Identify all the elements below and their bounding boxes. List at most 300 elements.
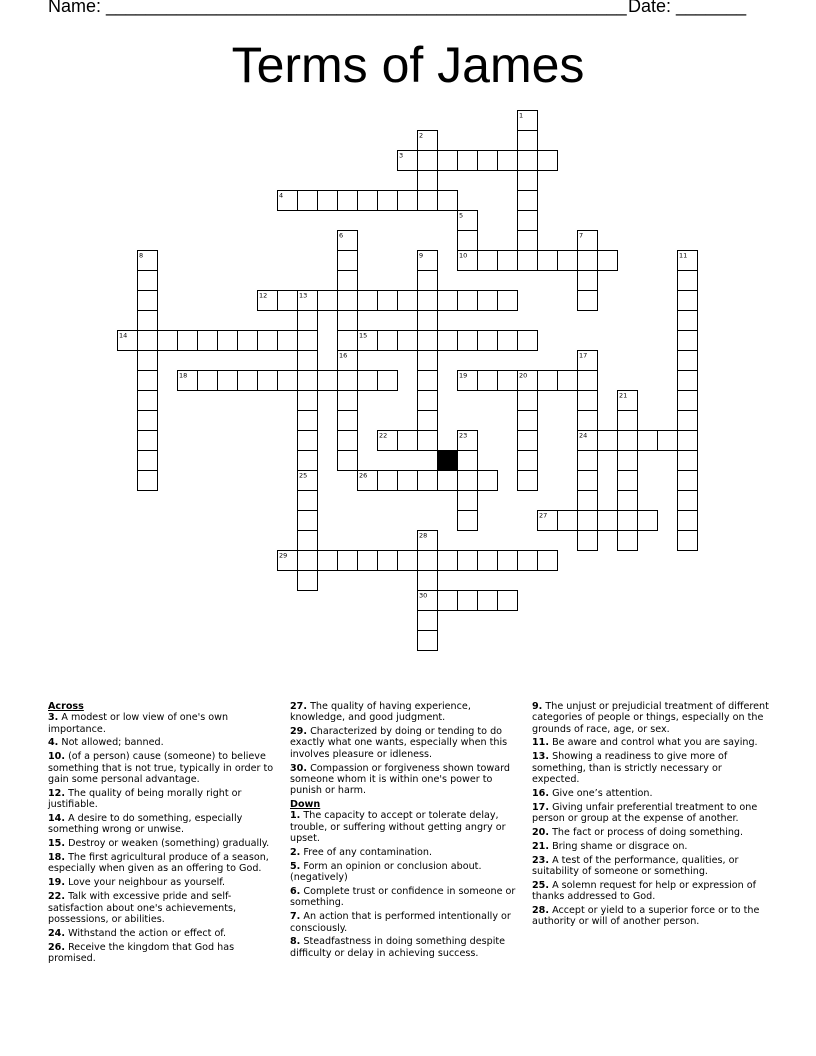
grid-cell[interactable]: [338, 551, 358, 571]
grid-cell[interactable]: [578, 411, 598, 431]
down-clue: [532, 827, 772, 838]
grid-cell[interactable]: [398, 191, 418, 211]
across-clue: [48, 813, 280, 836]
clue-number: 7.: [290, 911, 301, 923]
down-clue: [532, 701, 772, 735]
grid-cell[interactable]: [578, 271, 598, 291]
grid-cell[interactable]: [678, 511, 698, 531]
grid-cell[interactable]: [198, 331, 218, 351]
grid-cell[interactable]: [678, 411, 698, 431]
grid-cell[interactable]: [298, 431, 318, 451]
clue-text: The quality of being morally right or justifiable.: [48, 787, 242, 811]
grid-cell[interactable]: [438, 591, 458, 611]
clue-number: 2.: [290, 846, 301, 858]
grid-cell[interactable]: [298, 311, 318, 331]
grid-cell[interactable]: [578, 471, 598, 491]
clue-number: 26.: [48, 941, 65, 953]
grid-cell[interactable]: [278, 291, 298, 311]
clue-text: The fact or process of doing something.: [552, 826, 744, 838]
cell-number: 26: [359, 471, 368, 480]
cell-number: 3: [399, 151, 404, 160]
grid-cell[interactable]: [178, 331, 198, 351]
grid-cell[interactable]: [618, 411, 638, 431]
down-clue: [532, 855, 772, 878]
grid-cell[interactable]: [538, 371, 558, 391]
grid-cell[interactable]: [458, 551, 478, 571]
grid-cell[interactable]: [578, 391, 598, 411]
grid-cell[interactable]: [338, 391, 358, 411]
grid-cell[interactable]: [298, 411, 318, 431]
across-clue: [48, 852, 280, 875]
grid-cell[interactable]: [518, 231, 538, 251]
grid-cell[interactable]: [678, 491, 698, 511]
grid-cell[interactable]: [138, 351, 158, 371]
grid-cell[interactable]: [678, 351, 698, 371]
clue-number: 24.: [48, 927, 65, 939]
grid-cell[interactable]: [298, 551, 318, 571]
grid-cell[interactable]: [138, 431, 158, 451]
grid-cell[interactable]: [518, 171, 538, 191]
grid-cell[interactable]: [138, 471, 158, 491]
down-clue: [290, 936, 522, 959]
clue-number: 17.: [532, 801, 549, 813]
grid-cell[interactable]: [678, 431, 698, 451]
grid-cell[interactable]: [298, 451, 318, 471]
across-clue: [48, 751, 280, 785]
grid-cell[interactable]: [438, 331, 458, 351]
grid-cell[interactable]: [618, 471, 638, 491]
clue-number: 14.: [48, 813, 65, 825]
grid-cell[interactable]: [138, 451, 158, 471]
grid-cell[interactable]: [578, 491, 598, 511]
grid-cell[interactable]: [458, 451, 478, 471]
grid-cell[interactable]: [218, 331, 238, 351]
grid-cell[interactable]: [418, 311, 438, 331]
grid-cell[interactable]: [458, 151, 478, 171]
across-clue: [290, 763, 522, 797]
clue-text: A solemn request for help or expression of thanks addressed to God.: [532, 879, 757, 903]
clue-text: Accept or yield to a superior force or to the authority or will of another person.: [532, 905, 760, 928]
clue-text: Not allowed; banned.: [61, 737, 164, 749]
grid-cell[interactable]: [678, 271, 698, 291]
clue-text: Destroy or weaken (something) gradually.: [68, 838, 270, 850]
clue-text: Steadfastness in doing something despite difficulty or delay in achieving success.: [290, 936, 506, 959]
grid-cell[interactable]: [518, 131, 538, 151]
clues-column-1: [48, 701, 280, 967]
cell-number: 27: [539, 511, 548, 520]
grid-cell[interactable]: [478, 591, 498, 611]
grid-cell[interactable]: [418, 551, 438, 571]
cell-number: 8: [139, 251, 144, 260]
cell-number: 14: [119, 331, 128, 340]
down-clue: [290, 810, 522, 844]
clue-text: An action that is performed intentionally or consciously.: [290, 911, 511, 934]
clue-number: 30.: [290, 762, 307, 774]
clue-text: Bring shame or disgrace on.: [552, 840, 688, 852]
grid-cell[interactable]: [518, 471, 538, 491]
grid-cell[interactable]: [358, 291, 378, 311]
grid-cell[interactable]: [518, 211, 538, 231]
grid-cell[interactable]: [298, 491, 318, 511]
clue-text: A desire to do something, especially something wrong or unwise.: [48, 813, 243, 836]
grid-cell[interactable]: [498, 291, 518, 311]
clue-text: Receive the kingdom that God has promised.: [48, 941, 235, 964]
grid-cell[interactable]: [318, 551, 338, 571]
clue-number: 25.: [532, 879, 549, 891]
cell-number: 23: [459, 431, 468, 440]
grid-cell[interactable]: [678, 451, 698, 471]
grid-cell[interactable]: [298, 571, 318, 591]
cell-number: 13: [299, 291, 308, 300]
clue-number: 12.: [48, 787, 65, 799]
clue-text: Give one’s attention.: [552, 787, 653, 799]
grid-cell[interactable]: [398, 291, 418, 311]
clue-text: Talk with excessive pride and self-satisfaction about one's achievements, possessions, or abilities.: [48, 891, 237, 925]
clue-text: Love your neighbour as yourself.: [68, 877, 226, 889]
grid-cell[interactable]: [338, 411, 358, 431]
grid-cell[interactable]: [338, 191, 358, 211]
grid-cell[interactable]: [158, 331, 178, 351]
grid-cell[interactable]: [398, 471, 418, 491]
grid-cell[interactable]: [518, 431, 538, 451]
grid-cell[interactable]: [318, 371, 338, 391]
page-title: Terms of James: [231, 37, 585, 93]
grid-cell[interactable]: [338, 451, 358, 471]
grid-cell[interactable]: [458, 331, 478, 351]
grid-cell[interactable]: [318, 291, 338, 311]
down-clue: [532, 841, 772, 852]
grid-cell[interactable]: [438, 471, 458, 491]
grid-cell[interactable]: [218, 371, 238, 391]
grid-cell[interactable]: [338, 291, 358, 311]
grid-cell[interactable]: [338, 371, 358, 391]
cell-number: 10: [459, 251, 468, 260]
grid-cell[interactable]: [478, 371, 498, 391]
grid-cell[interactable]: [678, 331, 698, 351]
across-heading: Across: [48, 701, 84, 712]
across-clue: [290, 726, 522, 760]
cell-number: 30: [419, 591, 428, 600]
grid-cell[interactable]: [478, 291, 498, 311]
grid-cell[interactable]: [418, 191, 438, 211]
clue-number: 18.: [48, 852, 65, 864]
grid-cell[interactable]: [558, 371, 578, 391]
grid-cell[interactable]: [458, 291, 478, 311]
grid-cell[interactable]: [138, 391, 158, 411]
clue-text: A test of the performance, qualities, or suitability of someone or something.: [532, 854, 739, 878]
grid-cell[interactable]: [518, 151, 538, 171]
cell-number: 12: [259, 291, 268, 300]
clue-number: 20.: [532, 826, 549, 838]
grid-cell[interactable]: [418, 171, 438, 191]
cell-number: 6: [339, 231, 344, 240]
grid-cell[interactable]: [438, 151, 458, 171]
grid-cell[interactable]: [678, 371, 698, 391]
grid-cell[interactable]: [258, 331, 278, 351]
cell-number: 4: [279, 191, 284, 200]
grid-cell[interactable]: [358, 191, 378, 211]
grid-cell[interactable]: [298, 351, 318, 371]
cell-number: 19: [459, 371, 468, 380]
cell-number: 21: [619, 391, 628, 400]
across-clue: [48, 838, 280, 849]
clue-text: Characterized by doing or tending to do exactly what one wants, especially when this involves pleasure or idleness.: [290, 726, 508, 760]
down-clue: [290, 861, 522, 884]
grid-cell[interactable]: [438, 191, 458, 211]
grid-cell[interactable]: [578, 451, 598, 471]
grid-cell[interactable]: [418, 611, 438, 631]
clue-text: The first agricultural produce of a season, especially when given as an offering to God.: [48, 852, 269, 875]
grid-cell[interactable]: [678, 311, 698, 331]
grid-cell[interactable]: [358, 371, 378, 391]
grid-cell[interactable]: [498, 331, 518, 351]
clue-number: 10.: [48, 751, 65, 763]
down-clue: [532, 737, 772, 748]
clue-text: Compassion or forgiveness shown toward someone whom it is within one's power to punish or harm.: [290, 762, 511, 797]
grid-cell[interactable]: [518, 391, 538, 411]
grid-cell[interactable]: [298, 511, 318, 531]
cell-number: 28: [419, 531, 428, 540]
clue-number: 8.: [290, 936, 301, 948]
grid-cell[interactable]: [278, 371, 298, 391]
grid-cell[interactable]: [378, 191, 398, 211]
grid-cell[interactable]: [518, 551, 538, 571]
grid-cell[interactable]: [458, 231, 478, 251]
grid-cell[interactable]: [518, 451, 538, 471]
clue-text: Be aware and control what you are saying.: [552, 737, 758, 749]
grid-cell[interactable]: [298, 531, 318, 551]
grid-cell[interactable]: [618, 531, 638, 551]
grid-cell[interactable]: [618, 511, 638, 531]
grid-cell[interactable]: [658, 431, 678, 451]
grid-cell[interactable]: [418, 431, 438, 451]
clue-number: 5.: [290, 860, 301, 872]
grid-cell[interactable]: [238, 371, 258, 391]
across-clue: [48, 737, 280, 748]
grid-cell[interactable]: [598, 511, 618, 531]
cell-number: 22: [379, 431, 388, 440]
down-clue: [290, 886, 522, 909]
grid-cell[interactable]: [498, 591, 518, 611]
clue-number: 9.: [532, 701, 543, 712]
grid-cell[interactable]: [138, 271, 158, 291]
cell-number: 1: [519, 111, 524, 120]
grid-cell[interactable]: [678, 471, 698, 491]
clue-number: 16.: [532, 787, 549, 799]
clue-number: 28.: [532, 905, 549, 917]
grid-cell[interactable]: [678, 531, 698, 551]
cell-number: 18: [179, 371, 188, 380]
clue-number: 27.: [290, 701, 307, 712]
grid-cell[interactable]: [478, 471, 498, 491]
grid-cell[interactable]: [458, 591, 478, 611]
down-clue: [290, 911, 522, 934]
grid-cell[interactable]: [558, 511, 578, 531]
cell-number: 24: [579, 431, 588, 440]
cell-number: 15: [359, 331, 368, 340]
grid-cell[interactable]: [238, 331, 258, 351]
across-clue: [48, 788, 280, 811]
grid-cell[interactable]: [538, 251, 558, 271]
clue-text: Complete trust or confidence in someone or something.: [290, 886, 516, 909]
clue-number: 3.: [48, 712, 59, 724]
grid-cell[interactable]: [338, 251, 358, 271]
grid-cell[interactable]: [458, 471, 478, 491]
grid-cell[interactable]: [378, 551, 398, 571]
grid-cell[interactable]: [538, 151, 558, 171]
grid-cell[interactable]: [598, 431, 618, 451]
grid-cell[interactable]: [618, 491, 638, 511]
grid-cell[interactable]: [458, 491, 478, 511]
grid-cell[interactable]: [418, 351, 438, 371]
grid-cell[interactable]: [678, 291, 698, 311]
grid-cell[interactable]: [478, 331, 498, 351]
grid-cell[interactable]: [438, 291, 458, 311]
clue-text: The quality of having experience, knowledge, and good judgment.: [290, 701, 471, 724]
grid-cell[interactable]: [418, 371, 438, 391]
clue-text: Form an opinion or conclusion about. (negatively): [290, 860, 482, 884]
blocked-cell: [438, 451, 458, 471]
cell-number: 7: [579, 231, 584, 240]
grid-cell[interactable]: [298, 371, 318, 391]
grid-cell[interactable]: [338, 431, 358, 451]
grid-cell[interactable]: [418, 391, 438, 411]
grid-cell[interactable]: [578, 251, 598, 271]
clues-column-2: [290, 701, 522, 962]
grid-cell[interactable]: [358, 551, 378, 571]
clue-text: Free of any contamination.: [303, 846, 433, 858]
grid-cell[interactable]: [478, 551, 498, 571]
grid-cell[interactable]: [138, 291, 158, 311]
clue-number: 11.: [532, 737, 549, 749]
grid-cell[interactable]: [138, 311, 158, 331]
cell-number: 5: [459, 211, 464, 220]
cell-number: 2: [419, 131, 424, 140]
grid-cell[interactable]: [418, 631, 438, 651]
down-heading: Down: [290, 799, 321, 811]
grid-cell[interactable]: [538, 551, 558, 571]
grid-cell[interactable]: [438, 551, 458, 571]
cell-number: 29: [279, 551, 288, 560]
grid-cell[interactable]: [418, 411, 438, 431]
grid-cell[interactable]: [338, 311, 358, 331]
grid-cell[interactable]: [278, 331, 298, 351]
grid-cell[interactable]: [418, 271, 438, 291]
date-label: Date: _______: [628, 0, 747, 16]
grid-cell[interactable]: [478, 151, 498, 171]
clue-number: 23.: [532, 854, 549, 866]
clue-text: Giving unfair preferential treatment to one person or group at the expense of another.: [532, 801, 758, 825]
grid-cell[interactable]: [638, 511, 658, 531]
grid-cell[interactable]: [138, 411, 158, 431]
grid-cell[interactable]: [578, 371, 598, 391]
grid-cell[interactable]: [138, 371, 158, 391]
clue-text: A modest or low view of one's own importance.: [48, 712, 229, 735]
grid-cell[interactable]: [418, 471, 438, 491]
across-clue: [48, 712, 280, 735]
grid-cell[interactable]: [418, 571, 438, 591]
grid-cell[interactable]: [418, 291, 438, 311]
grid-cell[interactable]: [578, 291, 598, 311]
grid-cell[interactable]: [458, 511, 478, 531]
cell-number: 9: [419, 251, 424, 260]
grid-cell[interactable]: [138, 331, 158, 351]
grid-cell[interactable]: [378, 291, 398, 311]
cell-number: 11: [679, 251, 688, 260]
clue-number: 13.: [532, 751, 549, 763]
grid-cell[interactable]: [618, 451, 638, 471]
clue-number: 4.: [48, 737, 59, 749]
grid-cell[interactable]: [298, 191, 318, 211]
grid-cell[interactable]: [398, 431, 418, 451]
grid-cell[interactable]: [298, 331, 318, 351]
grid-cell[interactable]: [478, 251, 498, 271]
clue-number: 19.: [48, 877, 65, 889]
down-clue: [532, 880, 772, 903]
grid-cell[interactable]: [398, 331, 418, 351]
grid-cell[interactable]: [518, 411, 538, 431]
grid-cell[interactable]: [378, 471, 398, 491]
clue-number: 29.: [290, 726, 307, 738]
down-clue: [290, 847, 522, 858]
cell-number: 25: [299, 471, 308, 480]
down-clue: [532, 802, 772, 825]
clue-number: 21.: [532, 840, 549, 852]
clue-number: 22.: [48, 891, 65, 903]
grid-cell[interactable]: [398, 551, 418, 571]
grid-cell[interactable]: [258, 371, 278, 391]
cell-number: 20: [519, 371, 528, 380]
clues-column-3: [532, 701, 772, 930]
grid-cell[interactable]: [198, 371, 218, 391]
clue-text: Withstand the action or effect of.: [68, 927, 227, 939]
grid-cell[interactable]: [338, 271, 358, 291]
across-clue: [48, 891, 280, 925]
grid-cell[interactable]: [298, 391, 318, 411]
grid-cell[interactable]: [418, 151, 438, 171]
grid-cell[interactable]: [498, 551, 518, 571]
across-clue: [48, 942, 280, 965]
across-clue: [290, 701, 522, 724]
grid-cell[interactable]: [318, 191, 338, 211]
clue-text: (of a person) cause (someone) to believe something that is not true, typically in order to gain some personal advantage.: [48, 751, 274, 785]
down-clue: [532, 905, 772, 928]
grid-cell[interactable]: [618, 431, 638, 451]
cell-number: 17: [579, 351, 588, 360]
clue-number: 6.: [290, 886, 301, 898]
grid-cell[interactable]: [518, 251, 538, 271]
clue-text: The capacity to accept or tolerate delay, trouble, or suffering without getting angry or upset.: [290, 810, 506, 845]
grid-cell[interactable]: [578, 511, 598, 531]
grid-cell[interactable]: [498, 371, 518, 391]
across-clue: [48, 877, 280, 888]
grid-cell[interactable]: [498, 151, 518, 171]
grid-cell[interactable]: [378, 371, 398, 391]
cell-number: 16: [339, 351, 348, 360]
clue-text: The unjust or prejudicial treatment of different categories of people or things, especially on the grounds of race, age, or sex.: [532, 701, 769, 735]
grid-cell[interactable]: [578, 531, 598, 551]
grid-cell[interactable]: [598, 251, 618, 271]
grid-cell[interactable]: [498, 251, 518, 271]
grid-cell[interactable]: [518, 191, 538, 211]
grid-cell[interactable]: [678, 391, 698, 411]
grid-cell[interactable]: [338, 331, 358, 351]
grid-cell[interactable]: [518, 331, 538, 351]
grid-cell[interactable]: [378, 331, 398, 351]
grid-cell[interactable]: [558, 251, 578, 271]
grid-cell[interactable]: [418, 331, 438, 351]
grid-cell[interactable]: [638, 431, 658, 451]
